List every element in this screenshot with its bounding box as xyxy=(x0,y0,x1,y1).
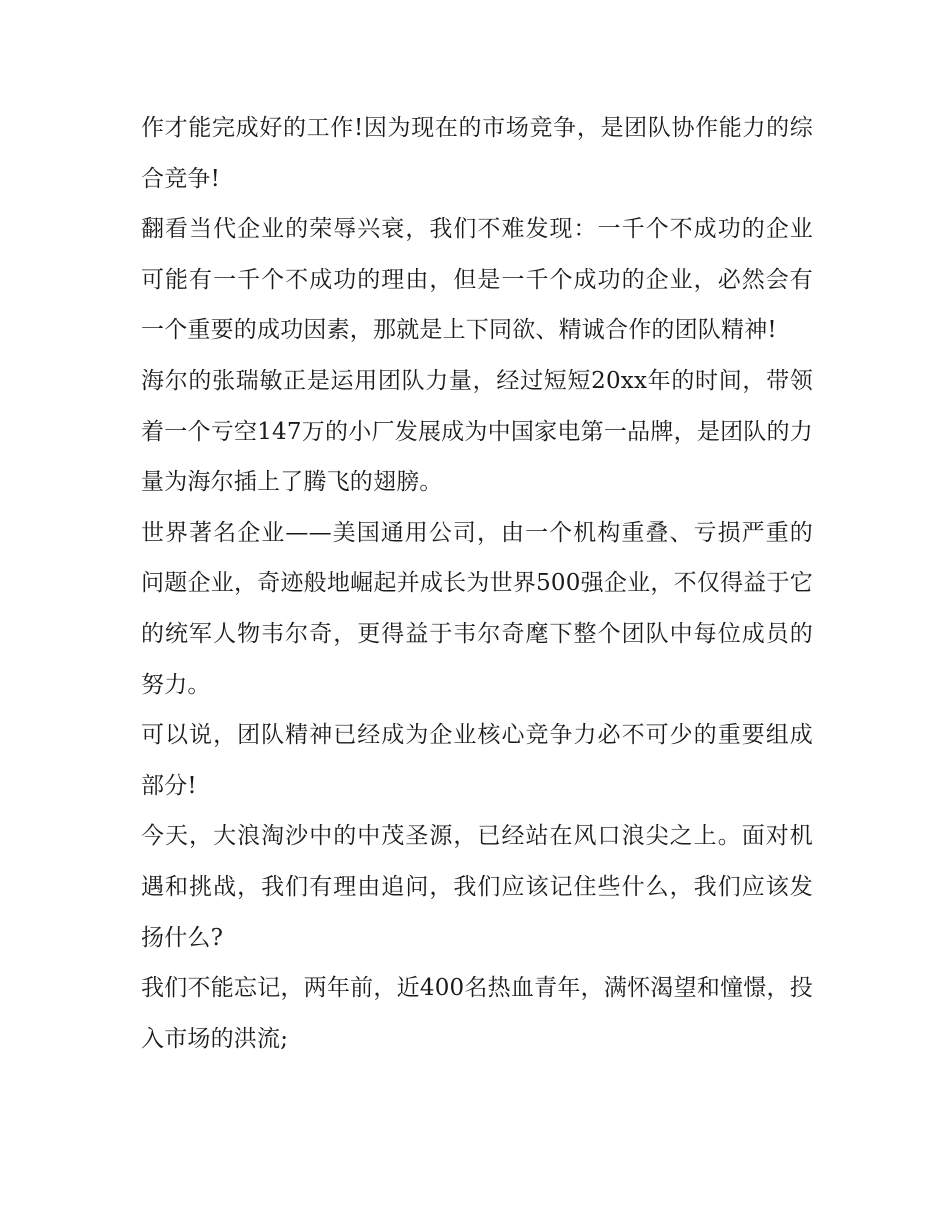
paragraph-3: 海尔的张瑞敏正是运用团队力量，经过短短20xx年的时间，带领着一个亏空147万的小厂发展成为中国家电第一品牌，是团队的力量为海尔插上了腾飞的翅膀。 xyxy=(141,367,813,496)
paragraph-7: 我们不能忘记，两年前，近400名热血青年，满怀渴望和憧憬，投入市场的洪流; xyxy=(141,975,813,1052)
paragraph-4: 世界著名企业——美国通用公司，由一个机构重叠、亏损严重的问题企业，奇迹般地崛起并成长为世界500强企业，不仅得益于它的统军人物韦尔奇，更得益于韦尔奇麾下整个团队中每位成员的努力。 xyxy=(141,519,813,698)
paragraph-6: 今天，大浪淘沙中的中茂圣源，已经站在风口浪尖之上。面对机遇和挑战，我们有理由追问，我们应该记住些什么，我们应该发扬什么? xyxy=(141,823,813,951)
paragraph-5: 可以说，团队精神已经成为企业核心竞争力必不可少的重要组成部分! xyxy=(141,722,813,799)
paragraph-2: 翻看当代企业的荣辱兴衰，我们不难发现：一千个不成功的企业可能有一千个不成功的理由，但是一千个成功的企业，必然会有一个重要的成功因素，那就是上下同欲、精诚合作的团队精神! xyxy=(141,216,813,344)
paragraph-1: 作才能完成好的工作!因为现在的市场竞争，是团队协作能力的综合竞争! xyxy=(141,115,813,192)
document-body xyxy=(141,103,813,1064)
